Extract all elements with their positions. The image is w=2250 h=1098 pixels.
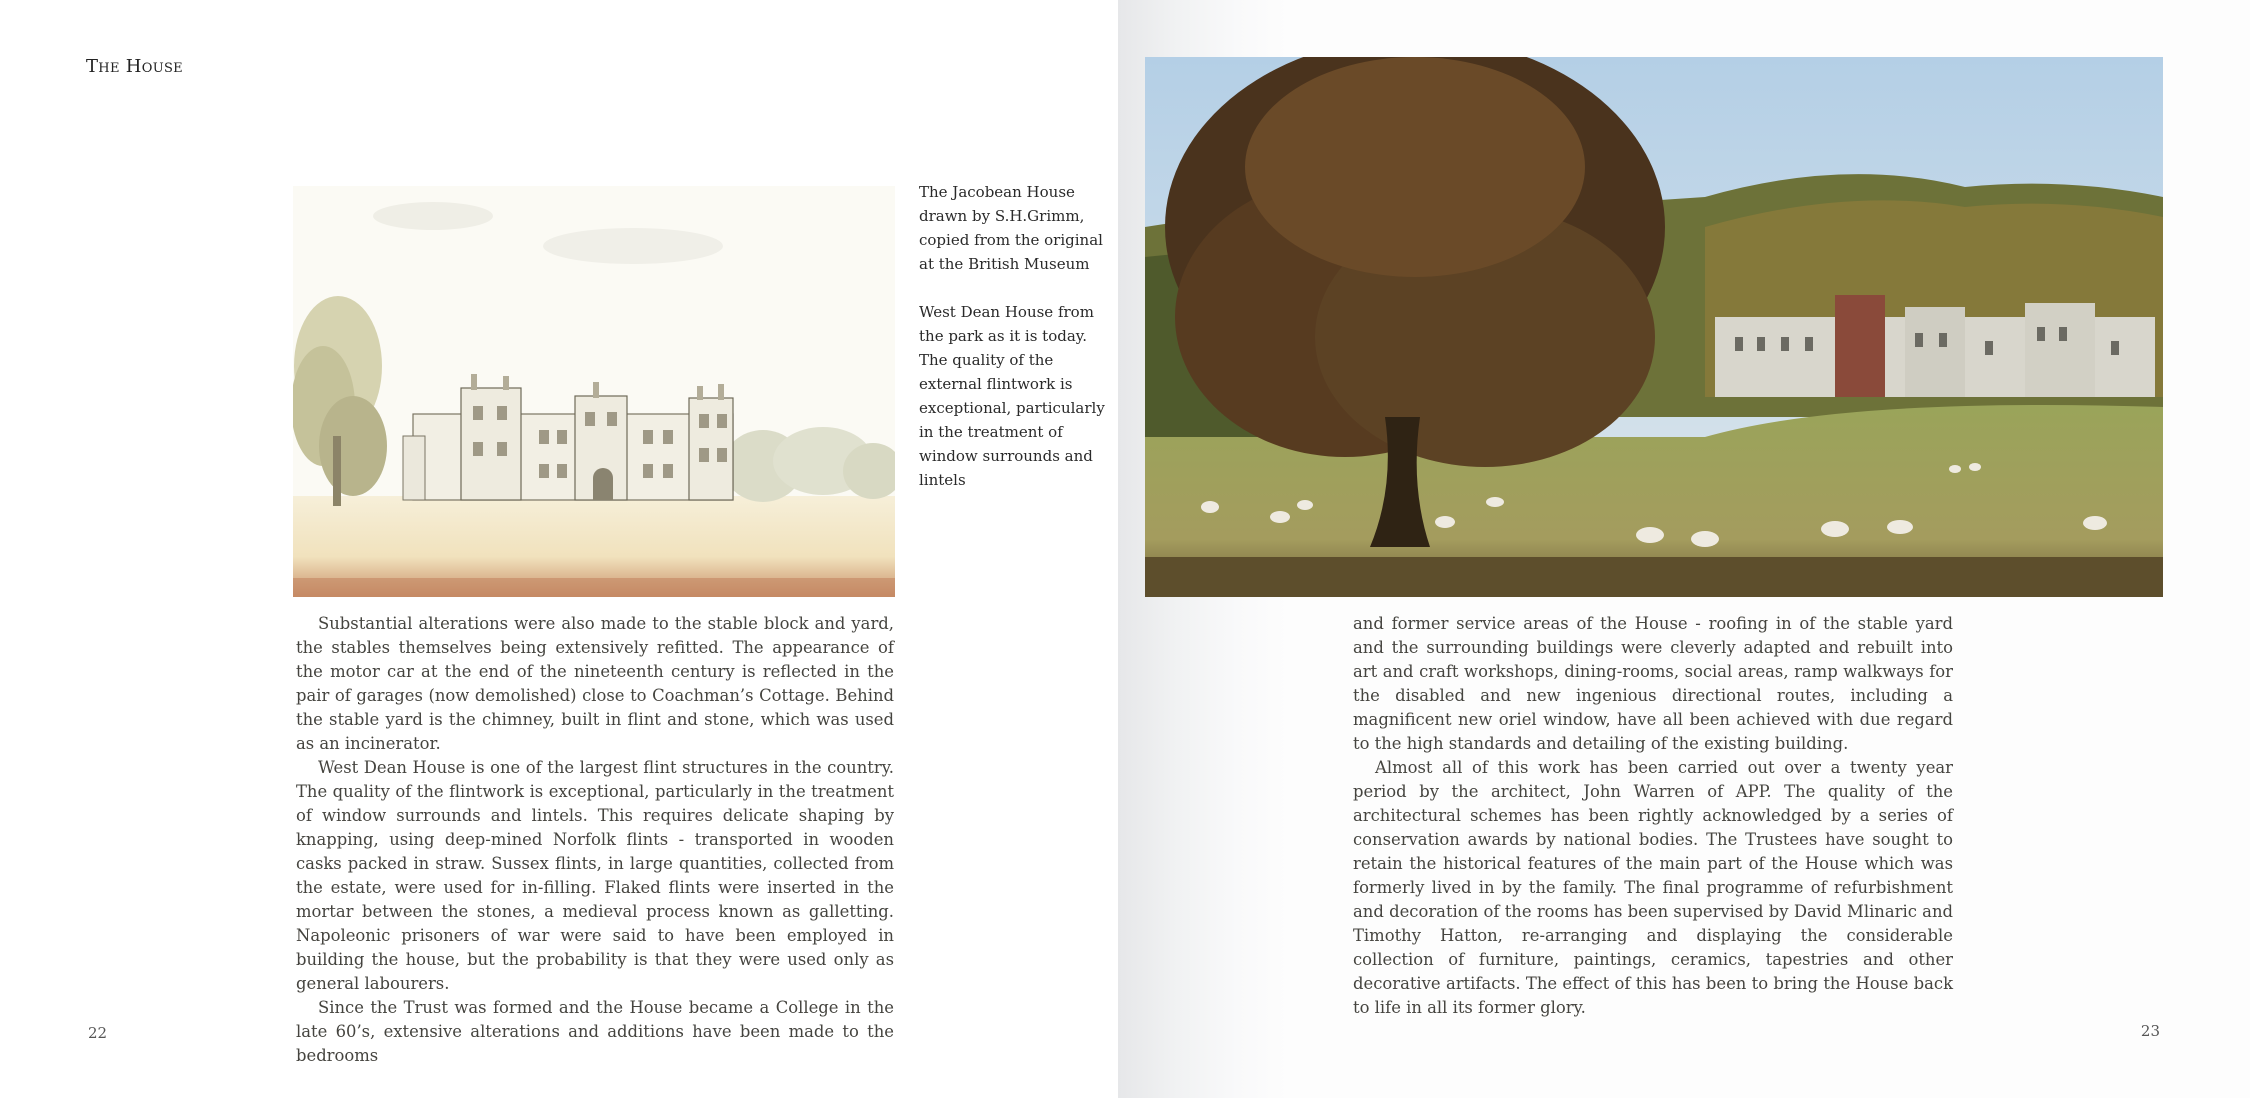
paragraph: Almost all of this work has been carried out over a twenty year period by the architect, John Warren of APP. The quality of the architectural schemes has been rightly acknowledged by a series of conservation awards by national bodies. The Trustees have sought to retain the historical features of the main part of the House which was formerly lived in by the family. The final programme of refurbishment and decoration of the rooms has been supervised by David Mlinaric and Timothy Hatton, re-arranging and displaying the considerable collection of furniture, paintings, ceramics, tapestries and other decorative artifacts. The effect of this has been to bring the House back to life in all its former glory. [1353,758,1953,1017]
paragraph: Substantial alterations were also made to the stable block and yard, the stables themselves being extensively refitted. The appearance of the motor car at the end of the nineteenth century is reflected in the pair of garages (now demolished) close to Coachman’s Cottage. Behind the stable yard is the chimney, built in flint and stone, which was used as an incinerator. [296,614,894,753]
left-column-text [296,612,894,1068]
running-head: The House [86,56,183,77]
paragraph: and former service areas of the House - roofing in of the stable yard and the surrounding buildings were cleverly adapted and rebuilt into art and craft workshops, dining-rooms, social areas, ramp walkways for the disabled and new ingenious directional routes, including a magnificent new oriel window, have all been achieved with due regard to the high standards and detailing of the existing building. [1353,614,1953,753]
paragraph: Since the Trust was formed and the House became a College in the late 60’s, extensive alterations and additions have been made to the bedrooms [296,998,894,1065]
caption-jacobean-drawing: The Jacobean House drawn by S.H.Grimm, copied from the original at the British Museum [919,183,1103,273]
caption-west-dean-photo: West Dean House from the park as it is today. The quality of the external flintwork is exceptional, particularly in the treatment of window surrounds and lintels [919,303,1105,489]
page-number-left: 22 [88,1024,108,1042]
photo-illustration [1145,57,2163,597]
page-number-right: 23 [2140,1022,2160,1040]
right-column-text [1353,612,1953,1020]
jacobean-house-drawing [293,186,895,597]
drawing-illustration [293,186,895,597]
paragraph: West Dean House is one of the largest flint structures in the country. The quality of the flintwork is exceptional, particularly in the treatment of window surrounds and lintels. This requires delicate shaping by knapping, using deep-mined Norfolk flints - transported in wooden casks packed in straw. Sussex flints, in large quantities, collected from the estate, were used for in-filling. Flaked flints were inserted in the mortar between the stones, a medieval process known as galletting. Napoleonic prisoners of war were said to have been employed in building the house, but the probability is that they were used only as general labourers. [296,758,894,993]
west-dean-house-photo [1145,57,2163,597]
